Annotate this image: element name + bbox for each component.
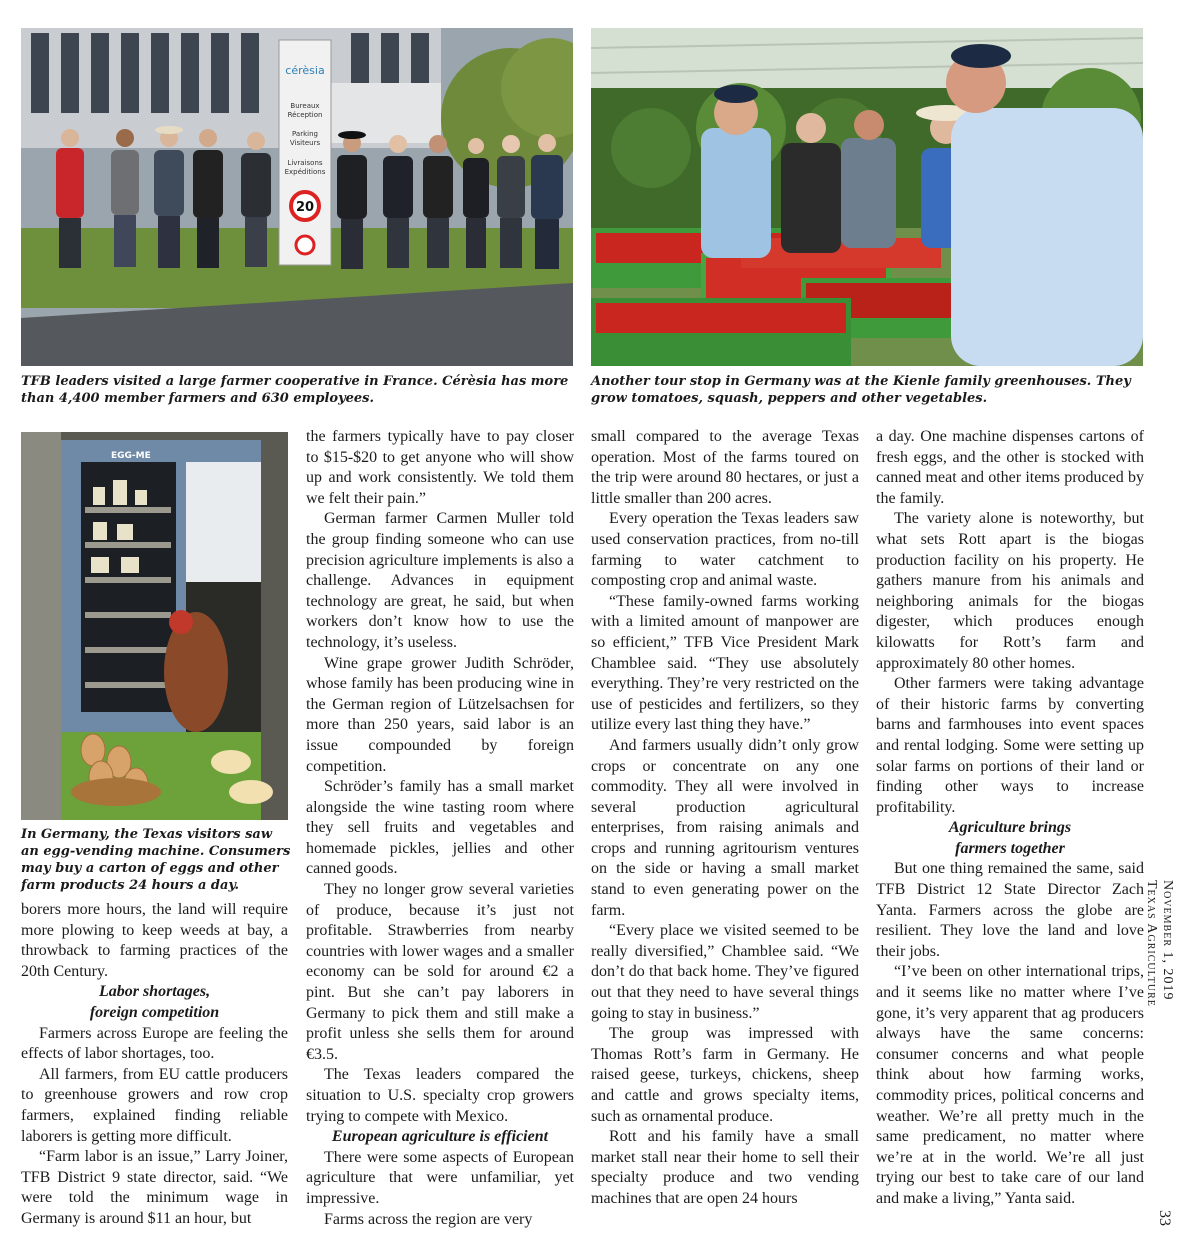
photo-egg-vending-machine-image: [21, 432, 288, 820]
article-column-4: [876, 427, 1144, 1210]
caption-greenhouse: Another tour stop in Germany was at the Kienle family greenhouses. They grow tomatoes, squash, peppers and other vegetables.: [591, 374, 1131, 406]
col2-paragraph-1: the farmers typically have to pay closer to $15-$20 to get anyone who will show up and work consistently. We told them we felt their pain.”: [306, 428, 574, 507]
speed-limit-number: 20: [295, 200, 315, 215]
col4-subhead-line-1: Agriculture brings: [948, 819, 1072, 837]
col4-paragraph-2: The variety alone is noteworthy, but what sets Rott apart is the biogas production facility on his property. He gathers manure from his animals and neighboring animals for the biogas digester, which produces enough kilowatts for Rott’s farm and approximately 80 other homes.: [876, 510, 1144, 672]
folio-publication: Texas Agriculture: [1144, 880, 1159, 1007]
col1-paragraph-4: “Farm labor is an issue,” Larry Joiner, TFB District 9 state director, said. “We were told the minimum wage in Germany is around $11 an hour, but: [21, 1148, 288, 1227]
col4-paragraph-5: “I’ve been on other international trips, and it seems like no matter where I’ve gone, it’s very apparent that ag producers always have the same concerns: consumer concerns and what people think about how farming works, commodity prices, political concerns and weather. We’re all pretty much in the same predicament, no matter where we’re at in the world. We’re all just trying our best to take care of our land and make a living,” Yanta said.: [876, 963, 1144, 1207]
article-column-3: [591, 427, 859, 1210]
col3-paragraph-7: Rott and his family have a small market stall near their home to sell their specialty produce and two vending machines that are open 24 hours: [591, 1128, 859, 1207]
col2-paragraph-7: There were some aspects of European agriculture that were unfamiliar, yet impressive.: [306, 1148, 574, 1207]
col3-paragraph-3: “These family-owned farms working with a limited amount of manpower are so efficient,” TFB Vice President Mark Chamblee said. “They use absolutely everything. They’re very restricted on the use of pesticides and fertilizers, so they utilize every last thing they have.”: [591, 592, 859, 734]
col2-paragraph-3: Wine grape grower Judith Schröder, whose family has been producing wine in the German region of Lützelsachsen for more than 250 years, said labor is an issue compounded by foreign competition.: [306, 654, 574, 775]
page-number: 33: [1156, 1210, 1173, 1226]
col2-subhead: European agriculture is efficient: [331, 1128, 549, 1146]
col4-subhead-line-2: farmers together: [955, 839, 1065, 857]
photo-cooperative-group: [21, 28, 573, 366]
col2-paragraph-5: They no longer grow several varieties of produce, because it’s just not profitable. Strawberries from nearby countries with lower wages and a smaller economy can be sold for around €2 a pint. But she can’t pay laborers in Germany to pick them and still make a profit unless she sells them for around €3.5.: [306, 881, 574, 1063]
caption-egg-vending: In Germany, the Texas visitors saw an egg-vending machine. Consumers may buy a carton of eggs and other farm products 24 hours a day.: [21, 827, 291, 893]
caption-cooperative: TFB leaders visited a large farmer cooperative in France. Cérèsia has more than 4,400 member farmers and 630 employees.: [21, 374, 569, 406]
col3-paragraph-6: The group was impressed with Thomas Rott’s farm in Germany. He raised geese, turkeys, chickens, sheep and cattle and grows specialty items, such as ornamental produce.: [591, 1025, 859, 1125]
photo-egg-vending-machine: [21, 432, 288, 820]
photo-greenhouse-tomatoes: [591, 28, 1143, 366]
col3-paragraph-4: And farmers usually didn’t only grow crops or concentrate on any one commodity. They all were involved in several production agricultural enterprises, from raising animals and crops and running agritourism ventures on the side or having a small market stand to even generating power on the farm.: [591, 736, 859, 919]
col1-paragraph-1: borers more hours, the land will require more plowing to keep weeds at bay, a throwback to farming practices of the 20th Century.: [21, 901, 288, 980]
col2-paragraph-4: Schröder’s family has a small market alongside the wine tasting room where they sell fruits and vegetables and homemade pickles, jellies and other canned goods.: [306, 778, 574, 878]
col1-subhead-line-1: Labor shortages,: [98, 983, 211, 1001]
col3-paragraph-1: small compared to the average Texas operation. Most of the farms toured on the trip were around 80 hectares, or just a little smaller than 200 acres.: [591, 428, 859, 507]
folio-date: November 1, 2019: [1160, 880, 1175, 1001]
col3-paragraph-2: Every operation the Texas leaders saw used conservation practices, from no-till farming to water catchment to composting crop and animal waste.: [591, 510, 859, 590]
article-column-2: [306, 427, 574, 1230]
col1-paragraph-3: All farmers, from EU cattle producers to greenhouse growers and row crop farmers, explained finding reliable laborers is getting more difficult.: [21, 1065, 288, 1145]
col1-subhead-line-2: foreign competition: [89, 1003, 220, 1021]
photo-cooperative-group-image: [21, 28, 573, 366]
col4-paragraph-1: a day. One machine dispenses cartons of fresh eggs, and the other is stocked with canned meat and other items produced by the family.: [876, 428, 1144, 507]
col3-paragraph-5: “Every place we visited seemed to be really diversified,” Chamblee said. “We don’t do that back home. They’ve figured out that they need to have several things going to stay in business.”: [591, 922, 859, 1022]
sign-line-4: Visiteurs: [289, 139, 321, 147]
sign-line-2: Réception: [287, 111, 323, 119]
sign-line-5: Livraisons: [287, 159, 323, 167]
sign-line-1: Bureaux: [290, 102, 320, 110]
machine-brand: EGG-ME: [111, 451, 151, 461]
article-column-1: [21, 900, 288, 1230]
col4-paragraph-4: But one thing remained the same, said TFB District 12 State Director Zach Yanta. Farmers across the globe are resilient. They love the land and love their jobs.: [876, 860, 1144, 960]
folio-vertical: [1141, 880, 1175, 1180]
col4-paragraph-3: Other farmers were taking advantage of their historic farms by converting barns and farmhouses into event spaces and rental lodging. Some were setting up solar farms on portions of their land or finding other ways to increase profitability.: [876, 675, 1144, 816]
col2-paragraph-8: Farms across the region are very: [324, 1210, 533, 1228]
col2-paragraph-6: The Texas leaders compared the situation to U.S. specialty crop growers trying to compete with Mexico.: [306, 1066, 574, 1125]
sign-line-3: Parking: [292, 130, 318, 138]
col2-paragraph-2: German farmer Carmen Muller told the group finding someone who can use precision agriculture implements is also a challenge. Advances in equipment technology are great, he said, but when workers don’t know how to use the technology, it’s useless.: [306, 510, 574, 651]
photo-greenhouse-tomatoes-image: [591, 28, 1143, 366]
col1-paragraph-2: Farmers across Europe are feeling the effects of labor shortages, too.: [21, 1024, 288, 1063]
sign-line-6: Expéditions: [284, 168, 326, 176]
sign-brand: cérèsia: [285, 64, 325, 77]
